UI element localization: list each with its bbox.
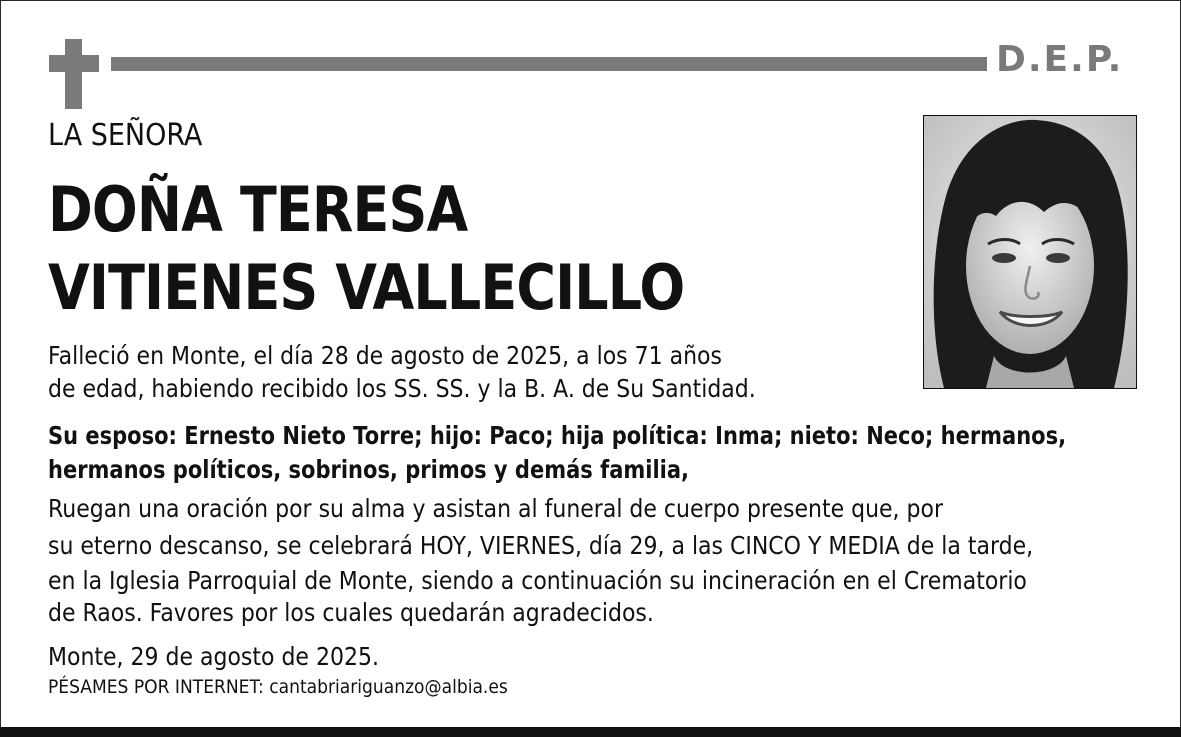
honorific-label: LA SEÑORA <box>48 118 203 153</box>
deceased-name-line2: VITIENES VALLECILLO <box>48 251 685 324</box>
family-line2: hermanos políticos, sobrinos, primos y demás familia, <box>48 455 690 484</box>
dep-label: D.E.P. <box>996 39 1124 80</box>
portrait-image <box>924 116 1136 388</box>
bottom-rule <box>0 727 1181 737</box>
funeral-line3: en la Iglesia Parroquial de Monte, siendo a continuación su incineración en el Crematorio <box>48 566 1027 595</box>
portrait-photo <box>923 115 1137 389</box>
condolences-email-link[interactable]: cantabriariguanzo@albia.es <box>269 676 508 698</box>
condolences-line <box>48 676 508 698</box>
place-date: Monte, 29 de agosto de 2025. <box>48 642 379 671</box>
death-statement-line1: Falleció en Monte, el día 28 de agosto de 2025, a los 71 años <box>48 341 722 370</box>
funeral-line2: su eterno descanso, se celebrará HOY, VIERNES, día 29, a las CINCO Y MEDIA de la tarde, <box>48 531 1034 560</box>
deceased-name-line1: DOÑA TERESA <box>48 173 468 246</box>
funeral-line4: de Raos. Favores por los cuales quedarán agradecidos. <box>48 598 654 627</box>
condolences-label: PÉSAMES POR INTERNET: <box>48 676 264 698</box>
family-line1: Su esposo: Ernesto Nieto Torre; hijo: Paco; hija política: Inma; nieto: Neco; hermanos, <box>48 421 1067 450</box>
cross-vertical-bar <box>65 39 82 109</box>
cross-horizontal-bar <box>49 55 99 72</box>
header-rule <box>111 57 987 71</box>
funeral-line1: Ruegan una oración por su alma y asistan al funeral de cuerpo presente que, por <box>48 494 944 523</box>
death-statement-line2: de edad, habiendo recibido los SS. SS. y la B. A. de Su Santidad. <box>48 374 756 403</box>
